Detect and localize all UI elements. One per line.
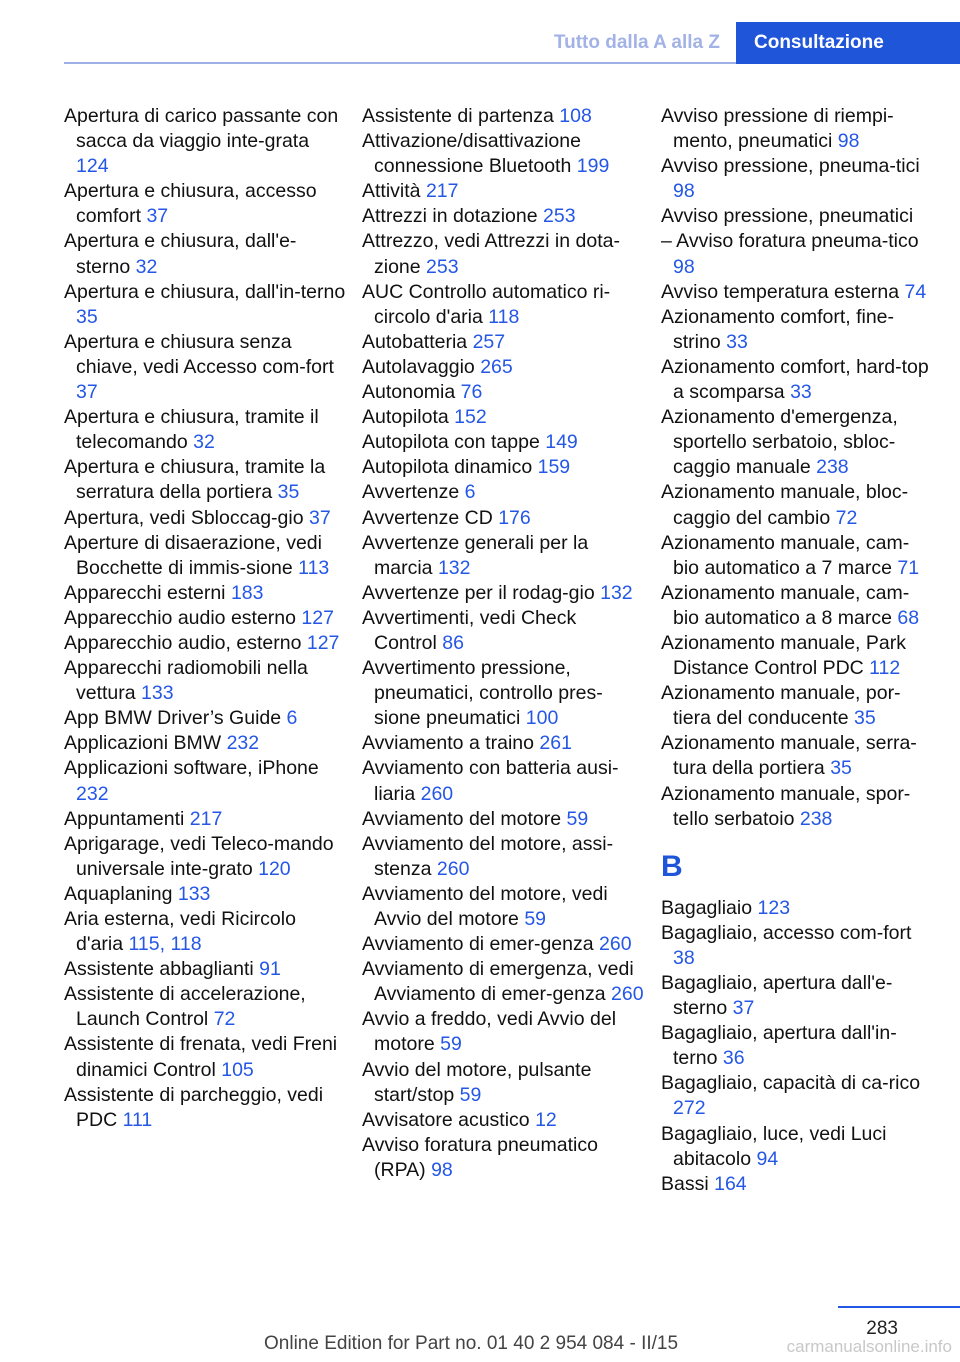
page-reference-link[interactable]: 260 (611, 983, 644, 1006)
index-entry-text: Avvertenze CD (362, 506, 493, 529)
index-entry (64, 907, 346, 957)
page-reference-link[interactable]: 120 (258, 857, 291, 880)
index-entry (64, 832, 346, 882)
page-reference-link[interactable]: 118 (170, 933, 202, 956)
page-reference-link[interactable]: 59 (566, 807, 589, 830)
index-entry (661, 104, 931, 154)
page-reference-link[interactable]: 72 (213, 1008, 236, 1031)
index-entry (362, 355, 644, 380)
index-entry (64, 455, 346, 505)
page-reference-link[interactable]: 68 (897, 606, 920, 629)
index-entry (661, 921, 931, 971)
index-entry-text: Bagagliaio, apertura dall'e-sterno (661, 972, 893, 1020)
page-reference-link[interactable]: 6 (286, 707, 298, 730)
index-entry (64, 756, 346, 806)
page-reference-link[interactable]: 112 (869, 657, 901, 680)
index-entry (661, 971, 931, 1021)
index-entry (64, 581, 346, 606)
index-entry-text: Avviamento di emer-genza (362, 933, 594, 956)
page-reference-link[interactable]: 253 (543, 205, 576, 228)
page-reference-link[interactable]: 232 (76, 782, 109, 805)
index-entry (362, 932, 644, 957)
index-entry-text: Aprigarage, vedi Teleco-mando universale inte-grato (64, 832, 334, 880)
index-entry-text: AUC Controllo automatico ri-circolo d'aria (362, 280, 611, 328)
index-entry (362, 405, 644, 430)
index-entry (64, 957, 346, 982)
index-entry-text: Apertura e chiusura, accesso comfort (64, 180, 317, 228)
index-section-letter: B (661, 849, 683, 883)
index-entry (362, 1058, 644, 1108)
page-reference-link[interactable]: 260 (436, 857, 470, 880)
index-entry-text: Aria esterna, vedi Ricircolo d'aria (64, 908, 296, 956)
index-entry (362, 480, 644, 505)
index-column-2 (362, 104, 644, 1183)
page-reference-link[interactable]: 164 (714, 1172, 747, 1195)
index-entry-text: Avviso pressione, pneuma-tici (661, 155, 920, 178)
page-reference-link[interactable]: 38 (673, 946, 695, 969)
index-entry-text: Avviso pressione, pneumatici (661, 205, 914, 228)
page-reference-link[interactable]: 98 (673, 255, 695, 278)
index-entry (64, 104, 346, 179)
page-reference-link[interactable]: 37 (146, 205, 169, 228)
index-entry (64, 982, 346, 1032)
index-entry (661, 631, 931, 681)
index-entry (661, 204, 931, 229)
page-reference-link[interactable]: 6 (464, 481, 476, 504)
index-entry-text: Avviamento con batteria ausi-liaria (362, 757, 619, 805)
page-reference-link[interactable]: 36 (722, 1047, 745, 1070)
index-entry-text: – Avviso foratura pneuma-tico (661, 230, 919, 253)
page-reference-link[interactable]: 98 (837, 130, 860, 153)
index-entry-text: Apertura e chiusura, tramite la serratura della portiera (64, 456, 326, 504)
index-entry-text: Aquaplaning (64, 882, 173, 905)
index-entry-text: Azionamento manuale, Park Distance Control PDC (661, 631, 906, 680)
page-reference-link[interactable]: 232 (226, 732, 260, 755)
index-entry (362, 104, 644, 129)
index-entry-text: Autobatteria (362, 330, 468, 353)
index-entry (64, 531, 346, 581)
page-reference-link[interactable]: 257 (472, 330, 506, 353)
index-entry (64, 1032, 346, 1082)
index-entry (362, 1108, 644, 1133)
page-reference-link[interactable]: 35 (830, 757, 852, 780)
page-reference-link[interactable]: 72 (835, 506, 858, 529)
page-reference-link[interactable]: 71 (897, 556, 920, 579)
footer-rule (838, 1306, 960, 1308)
index-entry (362, 430, 644, 455)
index-entry (661, 154, 931, 204)
page-reference-link[interactable]: 238 (816, 456, 849, 479)
index-entry-text: Azionamento manuale, cam-bio automatico a 7 marce (661, 531, 910, 579)
index-entry (661, 1021, 931, 1071)
index-entry (661, 581, 931, 631)
index-entry (362, 1007, 644, 1057)
index-entry-text: Aperture di disaerazione, vedi Bocchette di immis-sione (64, 531, 322, 579)
index-entry-text: Avviso temperatura esterna (661, 280, 900, 303)
index-entry (362, 330, 644, 355)
index-entry (661, 1071, 931, 1121)
index-entry-text: Avviamento di emergenza, vedi Avviamento di emer-genza (362, 958, 634, 1006)
page-reference-link[interactable]: 152 (454, 406, 487, 429)
page-ref-separator: , (159, 933, 166, 956)
index-entry-text: Avvisatore acustico (362, 1108, 530, 1131)
page-reference-link[interactable]: 12 (535, 1108, 557, 1131)
page-reference-link[interactable]: 176 (498, 506, 531, 529)
page-reference-link[interactable]: 111 (122, 1108, 153, 1131)
index-entry-text: Applicazioni BMW (64, 732, 222, 755)
index-entry (362, 606, 644, 656)
index-entry-text: Attrezzi in dotazione (362, 205, 538, 228)
index-entry-text: Avvio del motore, pulsante start/stop (362, 1058, 592, 1106)
index-entry-text: Assistente abbaglianti (64, 958, 254, 981)
index-entry (64, 882, 346, 907)
index-entry-text: Bassi (661, 1172, 709, 1195)
index-entry (661, 280, 931, 305)
page-reference-link[interactable]: 94 (756, 1147, 779, 1170)
index-entry (64, 280, 346, 330)
page-reference-link[interactable]: 59 (459, 1083, 482, 1106)
index-entry (64, 631, 346, 656)
index-entry-text: Attivazione/disattivazione connessione Bluetooth (362, 130, 581, 178)
index-entry (661, 531, 931, 581)
index-entry (661, 229, 931, 279)
index-entry-text: Assistente di partenza (362, 105, 554, 127)
index-entry-text: Azionamento manuale, cam-bio automatico a 8 marce (661, 581, 910, 629)
index-entry-text: Apparecchio audio, esterno (64, 631, 302, 654)
page-reference-link[interactable]: 37 (308, 506, 331, 529)
index-entry-text: Avviamento del motore (362, 807, 562, 830)
page-reference-link[interactable]: 217 (189, 807, 223, 830)
index-entry (661, 731, 931, 781)
index-entry (64, 706, 346, 731)
page-reference-link[interactable]: 132 (600, 581, 633, 604)
index-entry-text: Attrezzo, vedi Attrezzi in dota-zione (362, 230, 620, 278)
index-entry-text: Avvertenze per il rodag-gio (362, 581, 595, 604)
page-reference-link[interactable]: 59 (524, 908, 547, 930)
page-reference-link[interactable]: 253 (426, 255, 459, 278)
index-entry-text: Azionamento manuale, spor-tello serbatoio (661, 782, 911, 830)
watermark: carmanualsonline.info (786, 1337, 952, 1356)
index-entry-text: Autopilota dinamico (362, 456, 533, 479)
index-entry (362, 506, 644, 531)
header-active-tab[interactable]: Consultazione (736, 22, 960, 64)
index-entry (362, 280, 644, 330)
index-entry (362, 129, 644, 179)
page-reference-link[interactable]: 123 (757, 896, 791, 919)
page-reference-link[interactable]: 217 (425, 180, 459, 203)
index-entry-text: Apparecchio audio esterno (64, 606, 296, 629)
index-column-1 (64, 104, 346, 1133)
index-entry-text: Bagagliaio, accesso com-fort (661, 921, 912, 944)
index-entry-text: Apertura e chiusura, dall'in-terno (64, 280, 346, 303)
index-entry (362, 204, 644, 229)
index-entry-text: App BMW Driver’s Guide (64, 707, 282, 730)
index-entry-text: Apertura e chiusura, dall'e-sterno (64, 230, 297, 278)
page-reference-link[interactable]: 98 (431, 1158, 453, 1181)
page-reference-link[interactable]: 105 (221, 1058, 254, 1081)
index-entry-text: Autonomia (362, 381, 456, 404)
index-entry-text: Azionamento manuale, serra-tura della portiera (661, 732, 917, 780)
index-entry (64, 405, 346, 455)
index-entry (64, 656, 346, 706)
index-entry-text: Autolavaggio (362, 355, 475, 378)
page-number: 283 (866, 1318, 898, 1339)
page-reference-link[interactable]: 159 (537, 456, 571, 479)
index-entry (64, 506, 346, 531)
index-entry (362, 756, 644, 806)
page-reference-link[interactable]: 35 (76, 305, 98, 328)
index-entry (362, 807, 644, 832)
index-entry-text: Azionamento comfort, hard-top a scomparsa (661, 355, 929, 404)
index-entry-text: Appuntamenti (64, 807, 185, 830)
index-entry-text: Apertura e chiusura senza chiave, vedi Accesso com-fort (64, 330, 334, 378)
page-reference-link[interactable]: 260 (599, 933, 632, 956)
index-entry-text: Bagagliaio, luce, vedi Luci abitacolo (661, 1122, 887, 1170)
index-entry-text: Azionamento manuale, por-tiera del conducente (661, 682, 901, 730)
page-reference-link[interactable]: 261 (539, 732, 572, 755)
index-entry (64, 807, 346, 832)
index-entry (661, 480, 931, 530)
index-entry (661, 405, 931, 480)
index-entry-text: Avviso pressione di riempi-mento, pneumatici (661, 105, 894, 153)
index-entry (661, 1172, 931, 1197)
index-entry-text: Avvertenze (362, 481, 460, 504)
index-entry (64, 1083, 346, 1133)
index-entry (362, 531, 644, 581)
index-entry-text: Avviamento del motore, assi-stenza (362, 832, 614, 880)
page-reference-link[interactable]: 91 (259, 958, 281, 981)
page-reference-link[interactable]: 33 (726, 330, 748, 353)
index-entry (362, 882, 644, 932)
index-entry-text: Autopilota (362, 406, 449, 429)
index-entry-text: Assistente di accelerazione, Launch Control (64, 983, 306, 1031)
page-reference-link[interactable]: 37 (732, 997, 755, 1020)
page-reference-link[interactable]: 127 (306, 631, 340, 654)
index-entry-text: Apertura, vedi Sbloccag-gio (64, 506, 304, 529)
index-entry-text: Autopilota con tappe (362, 431, 540, 454)
index-entry-text: Assistente di frenata, vedi Freni dinamici Control (64, 1033, 338, 1081)
page-reference-link[interactable]: 133 (141, 682, 174, 705)
page-reference-link[interactable]: 35 (277, 481, 300, 504)
index-entry (362, 1133, 644, 1183)
page-reference-link[interactable]: 74 (904, 280, 927, 303)
index-entry-text: Azionamento d'emergenza, sportello serbatoio, sbloc-caggio manuale (661, 406, 898, 479)
index-entry (362, 380, 644, 405)
index-entry (362, 957, 644, 1007)
index-entry (362, 832, 644, 882)
index-entry (661, 896, 931, 921)
page-reference-link[interactable]: 100 (525, 707, 559, 730)
index-entry (362, 179, 644, 204)
page-reference-link[interactable]: 124 (76, 155, 109, 178)
page-reference-link[interactable]: 115 (128, 933, 160, 956)
index-entry (362, 455, 644, 480)
page-reference-link[interactable]: 149 (545, 431, 578, 454)
index-entry (64, 731, 346, 756)
index-entry-text: Attività (362, 180, 421, 203)
index-entry (661, 1122, 931, 1172)
index-entry (362, 731, 644, 756)
index-entry-text: Apertura di carico passante con sacca da viaggio inte-grata (64, 105, 339, 153)
index-entry (64, 606, 346, 631)
index-entry-text: Bagagliaio (661, 896, 753, 919)
index-entry (661, 355, 931, 405)
index-entry-text: Applicazioni software, iPhone (64, 757, 319, 780)
page-reference-link[interactable]: 132 (437, 556, 471, 579)
page-reference-link[interactable]: 118 (488, 305, 520, 328)
index-entry-text: Apparecchi esterni (64, 581, 226, 604)
index-entry (362, 656, 644, 731)
index-entry-text: Avvio a freddo, vedi Avvio del motore (362, 1008, 617, 1056)
index-entry-text: Apertura e chiusura, tramite il telecomando (64, 406, 319, 454)
page-reference-link[interactable]: 183 (230, 581, 264, 604)
page-reference-link[interactable]: 260 (420, 782, 454, 805)
page-reference-link[interactable]: 108 (559, 105, 592, 127)
page-reference-link[interactable]: 98 (673, 180, 695, 203)
page-reference-link[interactable]: 32 (135, 255, 158, 278)
page-reference-link[interactable]: 32 (193, 431, 215, 454)
index-entry (362, 581, 644, 606)
index-entry-text: Azionamento manuale, bloc-caggio del cambio (661, 481, 909, 529)
index-entry-text: Avviamento del motore, vedi Avvio del motore (362, 882, 608, 930)
page-reference-link[interactable]: 76 (460, 381, 483, 404)
index-entry-text: Bagagliaio, apertura dall'in-terno (661, 1022, 897, 1070)
page-reference-link[interactable]: 127 (301, 606, 334, 629)
index-column-3 (661, 104, 931, 1197)
page-reference-link[interactable]: 33 (790, 381, 812, 404)
index-entry-text: Avvertenze generali per la marcia (362, 531, 589, 579)
page-reference-link[interactable]: 59 (440, 1033, 462, 1056)
index-entry-text: Bagagliaio, capacità di ca-rico (661, 1072, 921, 1095)
page-reference-link[interactable]: 238 (799, 807, 833, 830)
index-entry (64, 229, 346, 279)
page-reference-link[interactable]: 133 (177, 882, 211, 905)
index-entry-text: Avvertimenti, vedi Check Control (362, 606, 577, 654)
index-entry (64, 179, 346, 229)
footer-edition-text: Online Edition for Part no. 01 40 2 954 084 - II/15 (264, 1333, 679, 1354)
index-entry (64, 330, 346, 405)
page-reference-link[interactable]: 265 (480, 355, 513, 378)
index-entry-text: Apparecchi radiomobili nella vettura (64, 657, 308, 705)
index-entry (362, 229, 644, 279)
page-reference-link[interactable]: 86 (442, 631, 464, 654)
index-entry-text: Avvertimento pressione, pneumatici, controllo pres-sione pneumatici (362, 657, 603, 730)
header-section-link[interactable]: Tutto dalla A alla Z (553, 32, 720, 53)
index-entry-text: Azionamento comfort, fine-strino (661, 305, 895, 353)
page-reference-link[interactable]: 113 (298, 556, 330, 579)
index-entry-text: Avviamento a traino (362, 732, 534, 755)
page-reference-link[interactable]: 272 (673, 1097, 706, 1120)
index-entry-text: Avviso foratura pneumatico (RPA) (362, 1133, 598, 1181)
index-entry (661, 305, 931, 355)
index-entry (661, 782, 931, 832)
page-reference-link[interactable]: 35 (854, 707, 876, 730)
index-entry-text: Assistente di parcheggio, vedi PDC (64, 1083, 324, 1131)
page-reference-link[interactable]: 199 (576, 155, 610, 178)
page-reference-link[interactable]: 37 (76, 381, 98, 404)
index-entry (661, 681, 931, 731)
